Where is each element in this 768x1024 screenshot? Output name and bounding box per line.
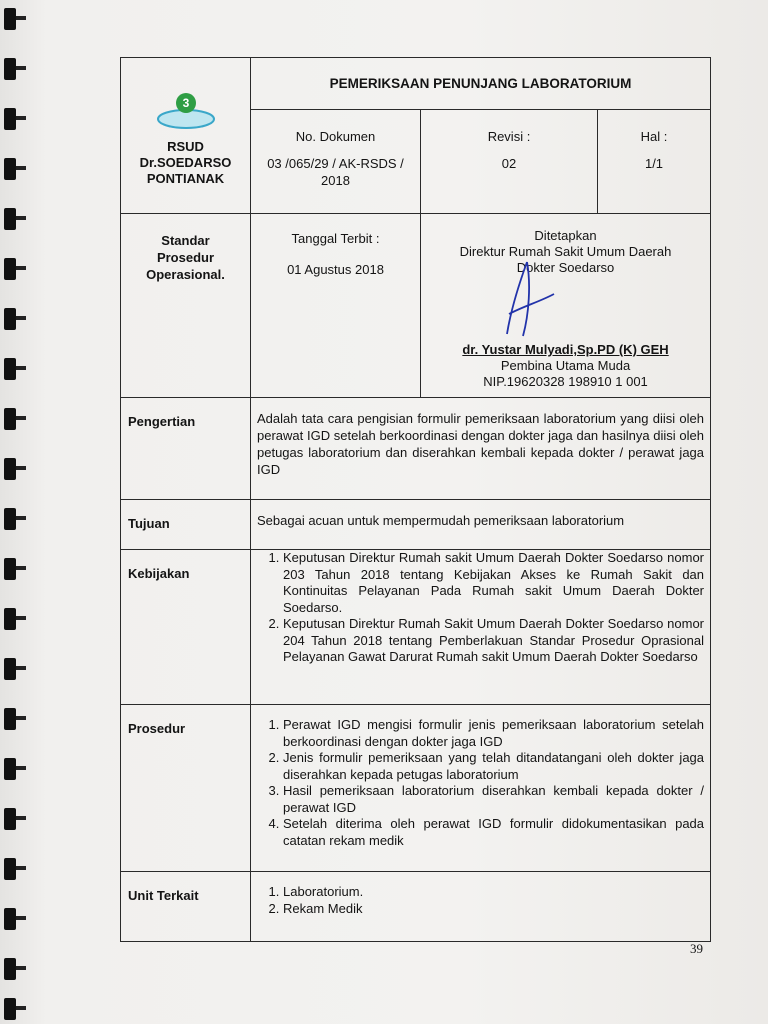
kebijakan-list: [257, 550, 704, 666]
hospital-name: RSUD Dr.SOEDARSO PONTIANAK: [139, 138, 232, 186]
signature-icon: [479, 254, 579, 344]
no-dokumen-cell: No. Dokumen 03 /065/29 / AK-RSDS / 2018: [251, 110, 421, 214]
tujuan-text: Sebagai acuan untuk mempermudah pemeriksaan laboratorium: [251, 500, 711, 550]
list-item: 1. Laboratorium.: [283, 884, 704, 901]
unit-terkait-list-cell: [251, 872, 711, 942]
kebijakan-label: Kebijakan: [121, 550, 251, 705]
hospital-logo-icon: [154, 89, 218, 131]
prosedur-list: [257, 717, 704, 849]
pengertian-label: Pengertian: [121, 398, 251, 500]
revisi-cell: Revisi : 02: [421, 110, 598, 214]
sop-label-cell: Standar Prosedur Operasional.: [121, 214, 251, 398]
svg-text:3: 3: [182, 95, 189, 110]
list-item: 3. Hasil pemeriksaan laboratorium diserahkan kembali kepada dokter / perawat IGD: [283, 783, 704, 816]
list-item: 2. Rekam Medik: [283, 901, 704, 918]
page-number: 39: [690, 941, 703, 956]
pengertian-text: Adalah tata cara pengisian formulir pemeriksaan laboratorium yang diisi oleh perawat IGD setelah berkoordinasi dengan dokter jaga dan hasilnya diisi oleh petugas laboratorium dan diserahkan kembali kepada dokter / perawat jaga IGD: [251, 398, 711, 500]
list-item: 1. Keputusan Direktur Rumah sakit Umum Daerah Dokter Soedarso nomor 203 Tahun 2018 tentang Kebijakan Akses ke Rumah Sakit dan Kontinuitas Pelayanan Pada Rumah sakit Umum Daerah Dokter Soedarso.: [283, 550, 704, 616]
sop-table: [120, 57, 711, 942]
unit-terkait-list: [257, 884, 704, 917]
document-title: PEMERIKSAAN PENUNJANG LABORATORIUM: [251, 58, 711, 110]
hospital-cell: [121, 58, 251, 214]
unit-terkait-label: Unit Terkait: [121, 872, 251, 942]
kebijakan-list-cell: [251, 550, 711, 705]
spiral-binding: [4, 0, 30, 1024]
list-item: 2. Keputusan Direktur Rumah Sakit Umum Daerah Dokter Soedarso nomor 204 Tahun 2018 tentang Pemberlakuan Standar Prosedur Oprasional Pelayanan Gawat Darurat Rumah sakit Umum Daerah Dokter Soedarso: [283, 616, 704, 666]
ditetapkan-cell: Ditetapkan Direktur Rumah Sakit Umum Daerah Dokter Soedarso dr. Yustar Mulyadi,Sp.PD (K) GEH Pembina Utama Muda NIP.19620328 198910 1 001: [421, 214, 711, 398]
prosedur-list-cell: [251, 705, 711, 872]
tanggal-terbit-cell: Tanggal Terbit : 01 Agustus 2018: [251, 214, 421, 398]
tujuan-label: Tujuan: [121, 500, 251, 550]
list-item: 4. Setelah diterima oleh perawat IGD formulir didokumentasikan pada catatan rekam medik: [283, 816, 704, 849]
prosedur-label: Prosedur: [121, 705, 251, 872]
list-item: 1. Perawat IGD mengisi formulir jenis pemeriksaan laboratorium setelah berkoordinasi dengan dokter jaga IGD: [283, 717, 704, 750]
list-item: 2. Jenis formulir pemeriksaan yang telah ditandatangani oleh dokter jaga diserahkan kepada petugas laboratorium: [283, 750, 704, 783]
hal-cell: Hal : 1/1: [598, 110, 711, 214]
